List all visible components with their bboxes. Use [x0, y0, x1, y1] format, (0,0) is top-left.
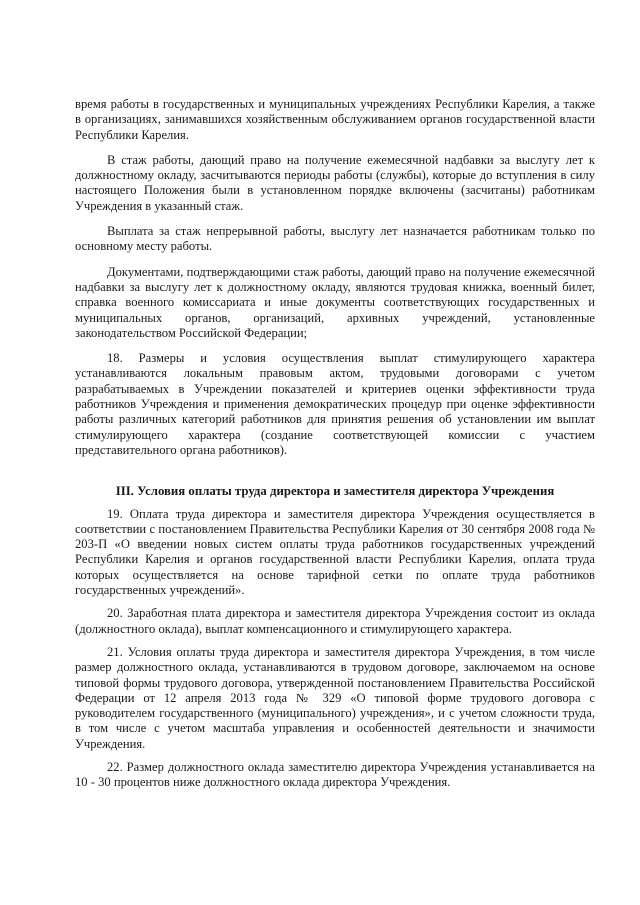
paragraph-18: 18. Размеры и условия осуществления выплат стимулирующего характера устанавливаются локальным правовым актом, трудовыми договорами с учетом разрабатываемых в Учреждении показателей и критериев оценки эффективности труда работников Учреждения и применения демократических процедур при оценке эффективности работы различных категорий работников для принятия решения об установлении им выплат стимулирующего характера (создание соответствующей комиссии с участием представительного органа работников).	[75, 351, 595, 457]
paragraph-19: 19. Оплата труда директора и заместителя директора Учреждения осуществляется в соответствии с постановлением Правительства Республики Карелия от 30 сентября 2008 года № 203-П «О введении новых систем оплаты труда работников государственных учреждений Республики Карелия и органов государственной власти Республики Карелия, оплата труда которых осуществляется на основе тарифной сетки по оплате труда работников государственных учреждений».	[75, 506, 595, 598]
paragraph-seniority-periods: В стаж работы, дающий право на получение ежемесячной надбавки за выслугу лет к должностному окладу, засчитываются периоды работы (службы), которые до вступления в силу настоящего Положения были в установленном порядке включены (засчитаны) работникам Учреждения в указанный стаж.	[75, 152, 595, 213]
paragraph-22: 22. Размер должностного оклада заместителю директора Учреждения устанавливается на 10 - 30 процентов ниже должностного оклада директора Учреждения.	[75, 759, 595, 790]
document-body	[75, 97, 595, 799]
paragraph-continuation: время работы в государственных и муниципальных учреждениях Республики Карелия, а также в организациях, занимавшихся хозяйственным обслуживанием органов государственной власти Республики Карелия.	[75, 97, 595, 142]
paragraph-21: 21. Условия оплаты труда директора и заместителя директора Учреждения, в том числе размер должностного оклада, устанавливаются в трудовом договоре, заключаемом на основе типовой формы трудового договора, утвержденной постановлением Правительства Российской Федерации от 12 апреля 2013 года № 329 «О типовой форме трудового договора с руководителем государственного (муниципального) учреждения», и с учетом сложности труда, в том числе с учетом масштаба управления и особенностей деятельности и значимости Учреждения.	[75, 644, 595, 751]
paragraph-supporting-documents: Документами, подтверждающими стаж работы, дающий право на получение ежемесячной надбавки за выслугу лет к должностному окладу, являются трудовая книжка, военный билет, справка военного комиссариата и иные документы соответствующих государственных и муниципальных органов, организаций, архивных учреждений, установленные законодательством Российской Федерации;	[75, 264, 595, 340]
section-heading: III. Условия оплаты труда директора и заместителя директора Учреждения	[115, 484, 555, 499]
paragraph-20: 20. Заработная плата директора и заместителя директора Учреждения состоит из оклада (должностного оклада), выплат компенсационного и стимулирующего характера.	[75, 606, 595, 636]
paragraph-main-workplace: Выплата за стаж непрерывной работы, выслугу лет назначается работникам только по основному месту работы.	[75, 224, 595, 254]
